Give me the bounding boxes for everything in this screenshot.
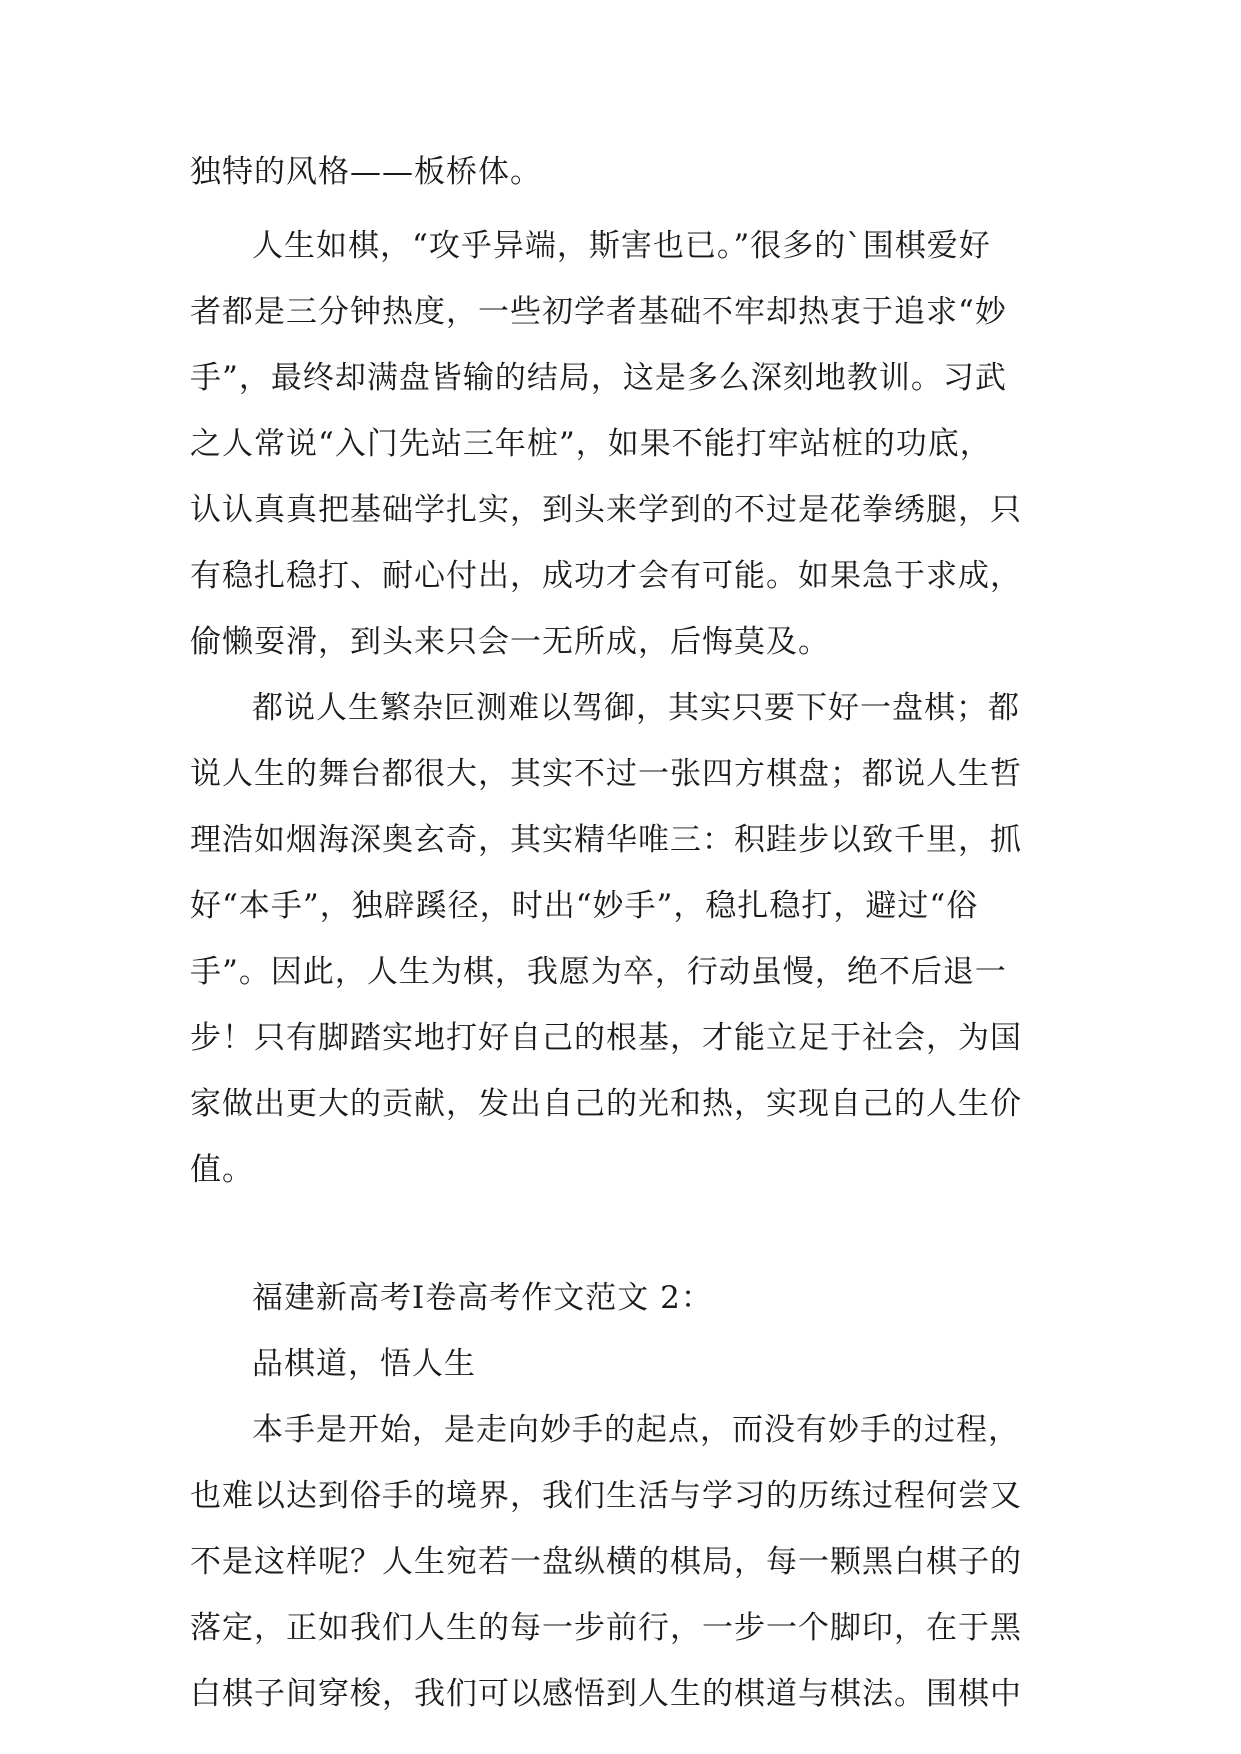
text-line: 认认真真把基础学扎实，到头来学到的不过是花拳绣腿，只 <box>190 492 1022 528</box>
text-line: 不是这样呢？人生宛若一盘纵横的棋局，每一颗黑白棋子的 <box>190 1544 1022 1580</box>
text-line: 落定，正如我们人生的每一步前行，一步一个脚印，在于黑 <box>190 1610 1022 1646</box>
paragraph-start-line: 人生如棋，“攻乎异端，斯害也已。”很多的`围棋爱好 <box>252 228 991 264</box>
paragraph-start-line: 都说人生繁杂叵测难以驾御，其实只要下好一盘棋；都 <box>252 690 1020 726</box>
text-line: 理浩如烟海深奥玄奇，其实精华唯三：积跬步以致千里，抓 <box>190 822 1022 858</box>
text-line: 好“本手”，独辟蹊径，时出“妙手”，稳扎稳打，避过“俗 <box>190 888 979 924</box>
section-heading: 福建新高考Ⅰ卷高考作文范文 2： <box>252 1280 713 1316</box>
text-line: 白棋子间穿梭，我们可以感悟到人生的棋道与棋法。围棋中 <box>190 1676 1022 1712</box>
text-line: 偷懒耍滑，到头来只会一无所成，后悔莫及。 <box>190 624 830 660</box>
text-line: 说人生的舞台都很大，其实不过一张四方棋盘；都说人生哲 <box>190 756 1022 792</box>
text-line: 手”，最终却满盘皆输的结局，这是多么深刻地教训。习武 <box>190 360 1007 396</box>
text-line: 之人常说“入门先站三年桩”，如果不能打牢站桩的功底， <box>190 426 992 462</box>
text-line: 值。 <box>190 1152 254 1188</box>
paragraph-start-line: 本手是开始，是走向妙手的起点，而没有妙手的过程， <box>252 1412 1020 1448</box>
text-line: 独特的风格——板桥体。 <box>190 154 542 190</box>
text-line: 有稳扎稳打、耐心付出，成功才会有可能。如果急于求成， <box>190 558 1022 594</box>
essay-title: 品棋道，悟人生 <box>252 1346 476 1382</box>
text-line: 者都是三分钟热度，一些初学者基础不牢却热衷于追求“妙 <box>190 294 1007 330</box>
text-line: 手”。因此，人生为棋，我愿为卒，行动虽慢，绝不后退一 <box>190 954 1007 990</box>
text-line: 步！只有脚踏实地打好自己的根基，才能立足于社会，为国 <box>190 1020 1022 1056</box>
text-line: 也难以达到俗手的境界，我们生活与学习的历练过程何尝又 <box>190 1478 1022 1514</box>
text-line: 家做出更大的贡献，发出自己的光和热，实现自己的人生价 <box>190 1086 1022 1122</box>
